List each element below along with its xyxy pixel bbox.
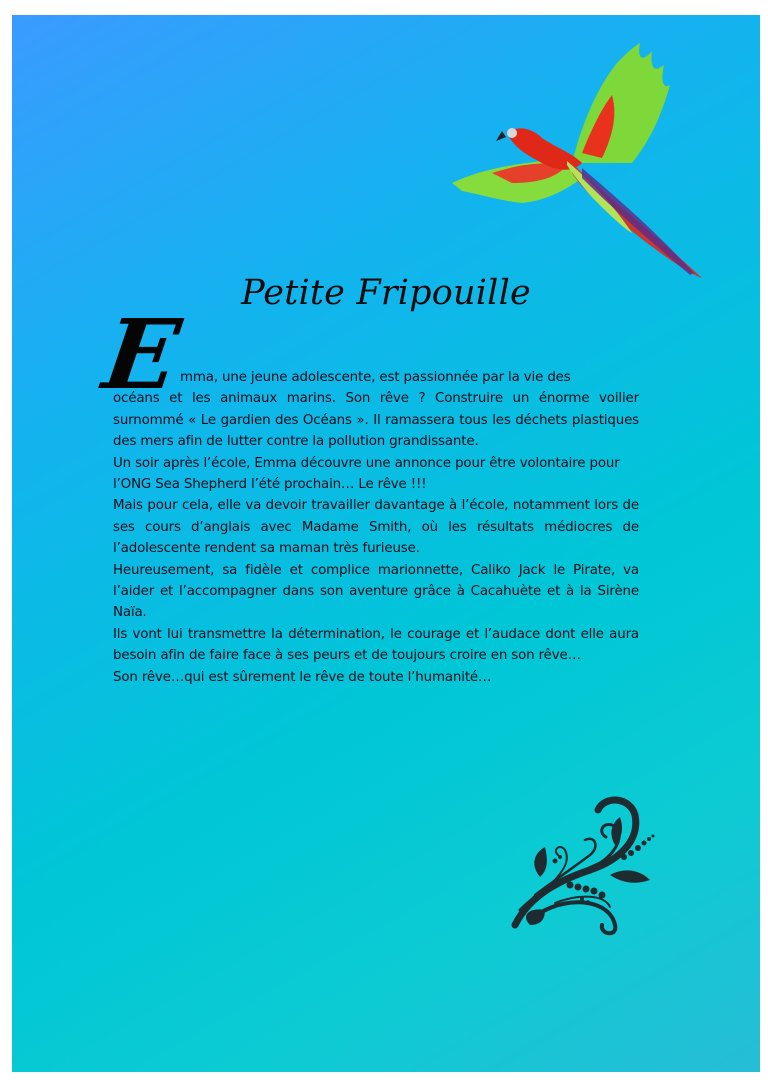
book-page [12,15,760,1072]
paragraph-1-first-line: mma, une jeune adolescente, est passionnée par la vie des [180,370,571,385]
story-text [113,367,639,688]
page-title: Petite Fripouille [241,273,531,313]
paragraph-4: Heureusement, sa fidèle et complice marionnette, Caliko Jack le Pirate, va l’aider et l’accompagner dans son aventure grâce à Cacahuète et à la Sirène Naïa. [113,562,639,621]
floral-ornament [500,785,670,940]
paragraph-1-rest: océans et les animaux marins. Son rêve ? Construire un énorme voilier surnommé « Le gardien des Océans ». Il ramassera tous les déchets plastiques des mers afin de lutter contre la pollution grandissante. [113,391,639,450]
paragraph-1 [113,367,639,453]
drop-cap: E [97,298,187,411]
paragraph-2: Un soir après l’école, Emma découvre une annonce pour être volontaire pour l’ONG Sea Shepherd l’été prochain… Le rêve !!! [113,455,620,493]
paragraph-5: Ils vont lui transmettre la détermination, le courage et l’audace dont elle aura besoin afin de faire face à ses peurs et de toujours croire en son rêve… [113,626,639,664]
parrot-icon [452,43,702,278]
paragraph-3: Mais pour cela, elle va devoir travailler davantage à l’école, notamment lors de ses cours d’anglais avec Madame Smith, où les résultats médiocres de l’adolescente rendent sa maman très furieuse. [113,498,639,557]
parrot-illustration [432,33,722,298]
paragraph-6: Son rêve…qui est sûrement le rêve de toute l’humanité… [113,669,492,685]
